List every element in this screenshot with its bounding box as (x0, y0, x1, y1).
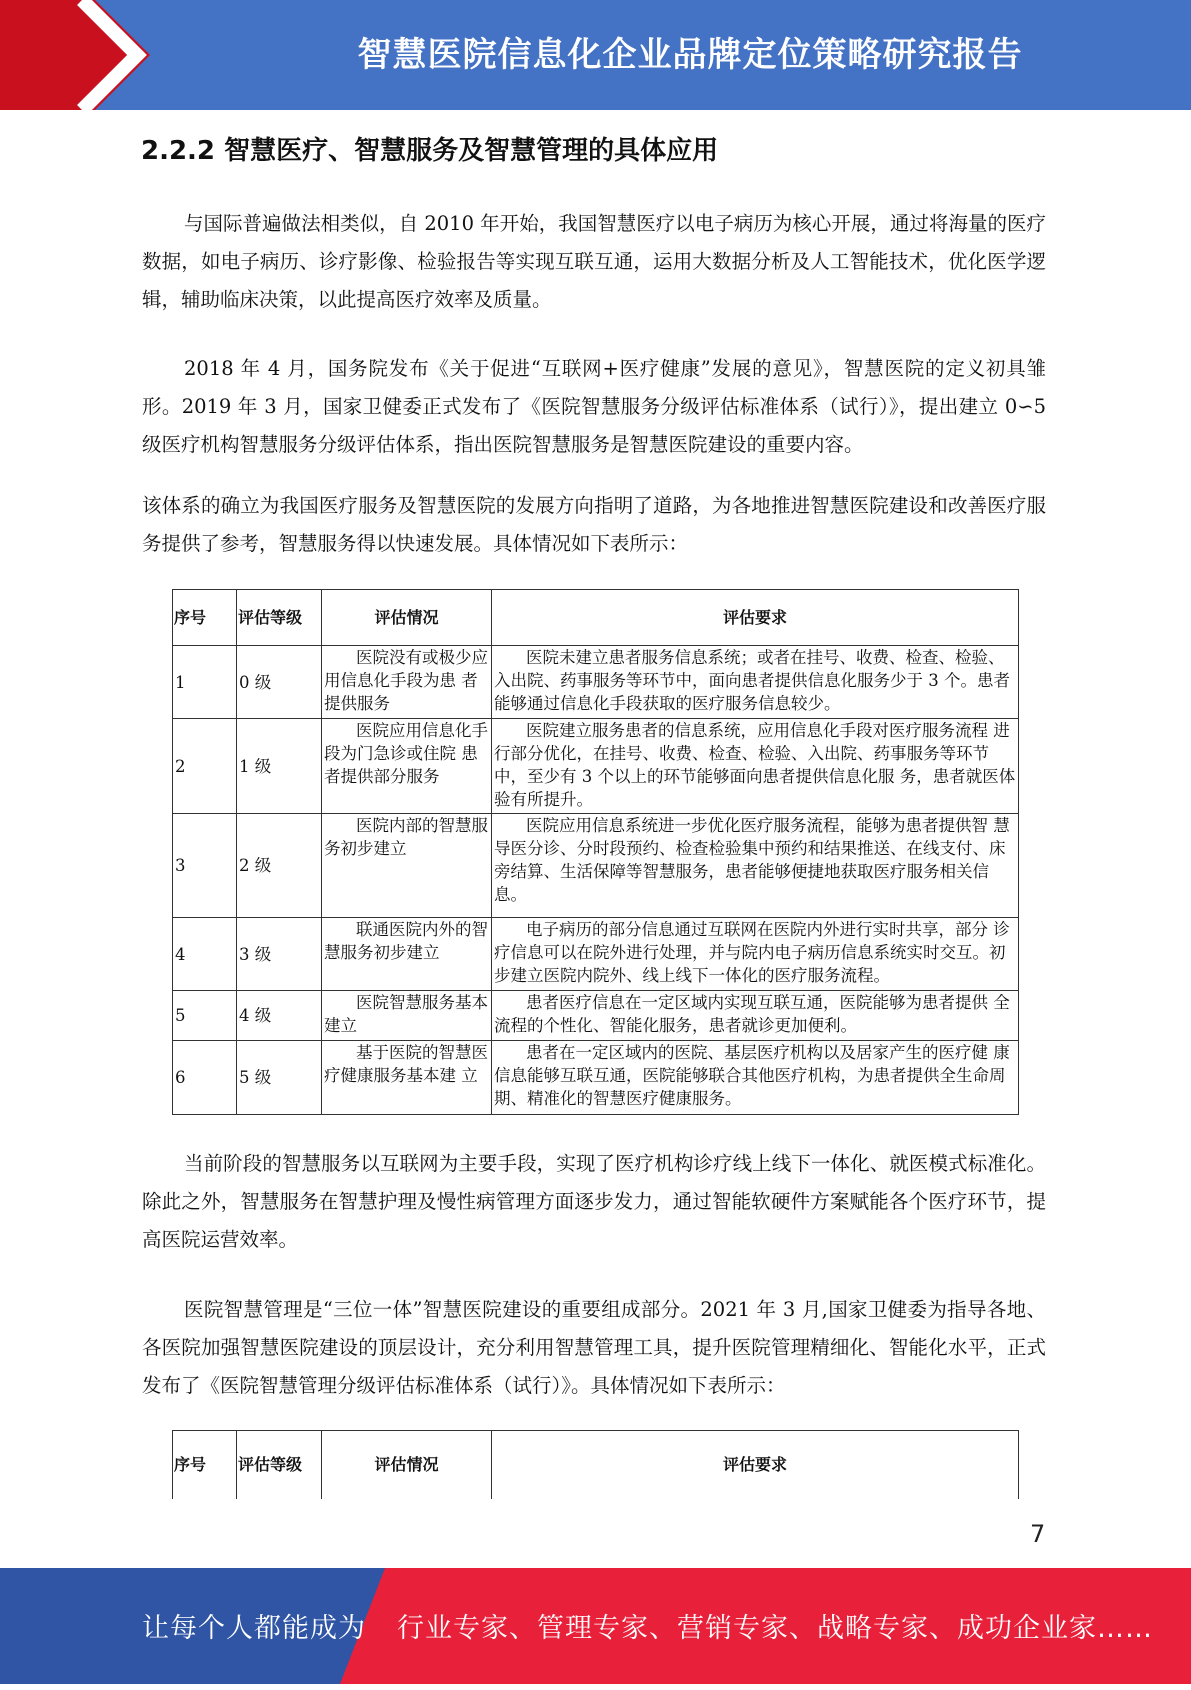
table-row (173, 646, 1019, 719)
cell-level: 3 级 (237, 918, 322, 991)
header-arrow-graphic (0, 0, 170, 110)
service-level-table (172, 589, 1019, 1115)
management-level-table (172, 1430, 1019, 1499)
cell-no: 3 (173, 814, 237, 918)
table-row (173, 1041, 1019, 1115)
cell-requirement-text: 患者医疗信息在一定区域内实现互联互通，医院能够为患者提供 全流程的个性化、智能化服务，患者就诊更加便利。 (494, 993, 1010, 1035)
cell-requirement-text: 患者在一定区域内的医院、基层医疗机构以及居家产生的医疗健 康信息能够互联互通，医院能够联合其他医疗机构，为患者提供全生命周期、精准化的智慧医疗健康服务。 (494, 1043, 1010, 1108)
report-title: 智慧医院信息化企业品牌定位策略研究报告 (357, 35, 1023, 75)
table-row (173, 814, 1019, 918)
cell-level: 1 级 (237, 719, 322, 814)
cell-status-text: 医院智慧服务基本 建立 (324, 993, 488, 1035)
cell-level: 4 级 (237, 991, 322, 1041)
cell-requirement (492, 814, 1019, 918)
cell-status (322, 814, 492, 918)
cell-status (322, 991, 492, 1041)
paragraph-4: 当前阶段的智慧服务以互联网为主要手段，实现了医疗机构诊疗线上线下一体化、就医模式标准化。除此之外，智慧服务在智慧护理及慢性病管理方面逐步发力，通过智能软硬件方案赋能各个医疗环节，提高医院运营效率。 (142, 1152, 1046, 1251)
cell-no: 6 (173, 1041, 237, 1115)
cell-no: 4 (173, 918, 237, 991)
cell-status (322, 719, 492, 814)
paragraph-1: 与国际普遍做法相类似，自 2010 年开始，我国智慧医疗以电子病历为核心开展，通过将海量的医疗数据，如电子病历、诊疗影像、检验报告等实现互联互通，运用大数据分析及人工智能技术，优化医学逻辑，辅助临床决策，以此提高医疗效率及质量。 (142, 212, 1046, 311)
table-header-row (173, 590, 1019, 646)
cell-no: 2 (173, 719, 237, 814)
cell-requirement-text: 医院未建立患者服务信息系统；或者在挂号、收费、检查、检验、入出院、药事服务等环节中，面向患者提供信息化服务少于 3 个。患者能够通过信息化手段获取的医疗服务信息较少。 (494, 648, 1010, 713)
cell-no: 1 (173, 646, 237, 719)
header-cell-level: 评估等级 (237, 590, 322, 646)
paragraph-3: 该体系的确立为我国医疗服务及智慧医院的发展方向指明了道路，为各地推进智慧医院建设和改善医疗服务提供了参考，智慧服务得以快速发展。具体情况如下表所示： (142, 494, 1046, 555)
header-cell-status: 评估情况 (322, 590, 492, 646)
header-cell-level: 评估等级 (237, 1431, 322, 1499)
cell-requirement (492, 991, 1019, 1041)
page-header (0, 0, 1191, 110)
cell-level: 5 级 (237, 1041, 322, 1115)
cell-requirement-text: 医院应用信息系统进一步优化医疗服务流程，能够为患者提供智 慧导医分诊、分时段预约、检查检验集中预约和结果推送、在线支付、床旁结算、生活保障等智慧服务，患者能够便捷地获取医疗服务相关信息。 (494, 816, 1010, 904)
header-cell-status: 评估情况 (322, 1431, 492, 1499)
table-header-row (173, 1431, 1019, 1499)
page-number: 7 (1030, 1520, 1046, 1548)
header-cell-no: 序号 (173, 1431, 237, 1499)
table-row (173, 719, 1019, 814)
cell-status-text: 基于医院的智慧医 疗健康服务基本建 立 (324, 1043, 488, 1085)
cell-no: 5 (173, 991, 237, 1041)
cell-requirement (492, 1041, 1019, 1115)
table-row (173, 918, 1019, 991)
page-footer (0, 1568, 1191, 1684)
header-cell-requirement: 评估要求 (492, 590, 1019, 646)
section-heading: 2.2.2 智慧医疗、智慧服务及智慧管理的具体应用 (141, 136, 719, 166)
paragraph-2: 2018 年 4 月，国务院发布《关于促进“互联网+医疗健康”发展的意见》，智慧医院的定义初具雏形。2019 年 3 月，国家卫健委正式发布了《医院智慧服务分级评估标准体系（试行）》，提出建立 0∽5 级医疗机构智慧服务分级评估体系，指出医院智慧服务是智慧医院建设的重要内容。 (142, 357, 1046, 456)
cell-status-text: 医院没有或极少应 用信息化手段为患 者提供服务 (324, 648, 488, 713)
cell-requirement (492, 646, 1019, 719)
cell-requirement (492, 918, 1019, 991)
footer-slogan-right: 行业专家、管理专家、营销专家、战略专家、成功企业家…… (397, 1613, 1153, 1644)
cell-status-text: 联通医院内外的智 慧服务初步建立 (324, 920, 488, 962)
header-cell-requirement: 评估要求 (492, 1431, 1019, 1499)
cell-level: 2 级 (237, 814, 322, 918)
cell-status (322, 646, 492, 719)
table-row (173, 991, 1019, 1041)
paragraph-5: 医院智慧管理是“三位一体”智慧医院建设的重要组成部分。2021 年 3 月,国家卫健委为指导各地、各医院加强智慧医院建设的顶层设计，充分利用智慧管理工具，提升医院管理精细化、智能化水平，正式发布了《医院智慧管理分级评估标准体系（试行）》。具体情况如下表所示： (142, 1298, 1046, 1397)
cell-level: 0 级 (237, 646, 322, 719)
cell-requirement-text: 电子病历的部分信息通过互联网在医院内外进行实时共享，部分 诊疗信息可以在院外进行处理，并与院内电子病历信息系统实时交互。初步建立医院内院外、线上线下一体化的医疗服务流程。 (494, 920, 1010, 985)
cell-requirement-text: 医院建立服务患者的信息系统，应用信息化手段对医疗服务流程 进行部分优化，在挂号、收费、检查、检验、入出院、药事服务等环节中，至少有 3 个以上的环节能够面向患者提供信息化服 务，患者就医体验有所提升。 (494, 721, 1016, 809)
cell-requirement (492, 719, 1019, 814)
cell-status-text: 医院应用信息化手 段为门急诊或住院 患者提供部分服务 (324, 721, 488, 786)
footer-slogan-left: 让每个人都能成为 (142, 1613, 366, 1644)
cell-status (322, 1041, 492, 1115)
cell-status (322, 918, 492, 991)
header-cell-no: 序号 (173, 590, 237, 646)
cell-status-text: 医院内部的智慧服 务初步建立 (324, 816, 488, 858)
